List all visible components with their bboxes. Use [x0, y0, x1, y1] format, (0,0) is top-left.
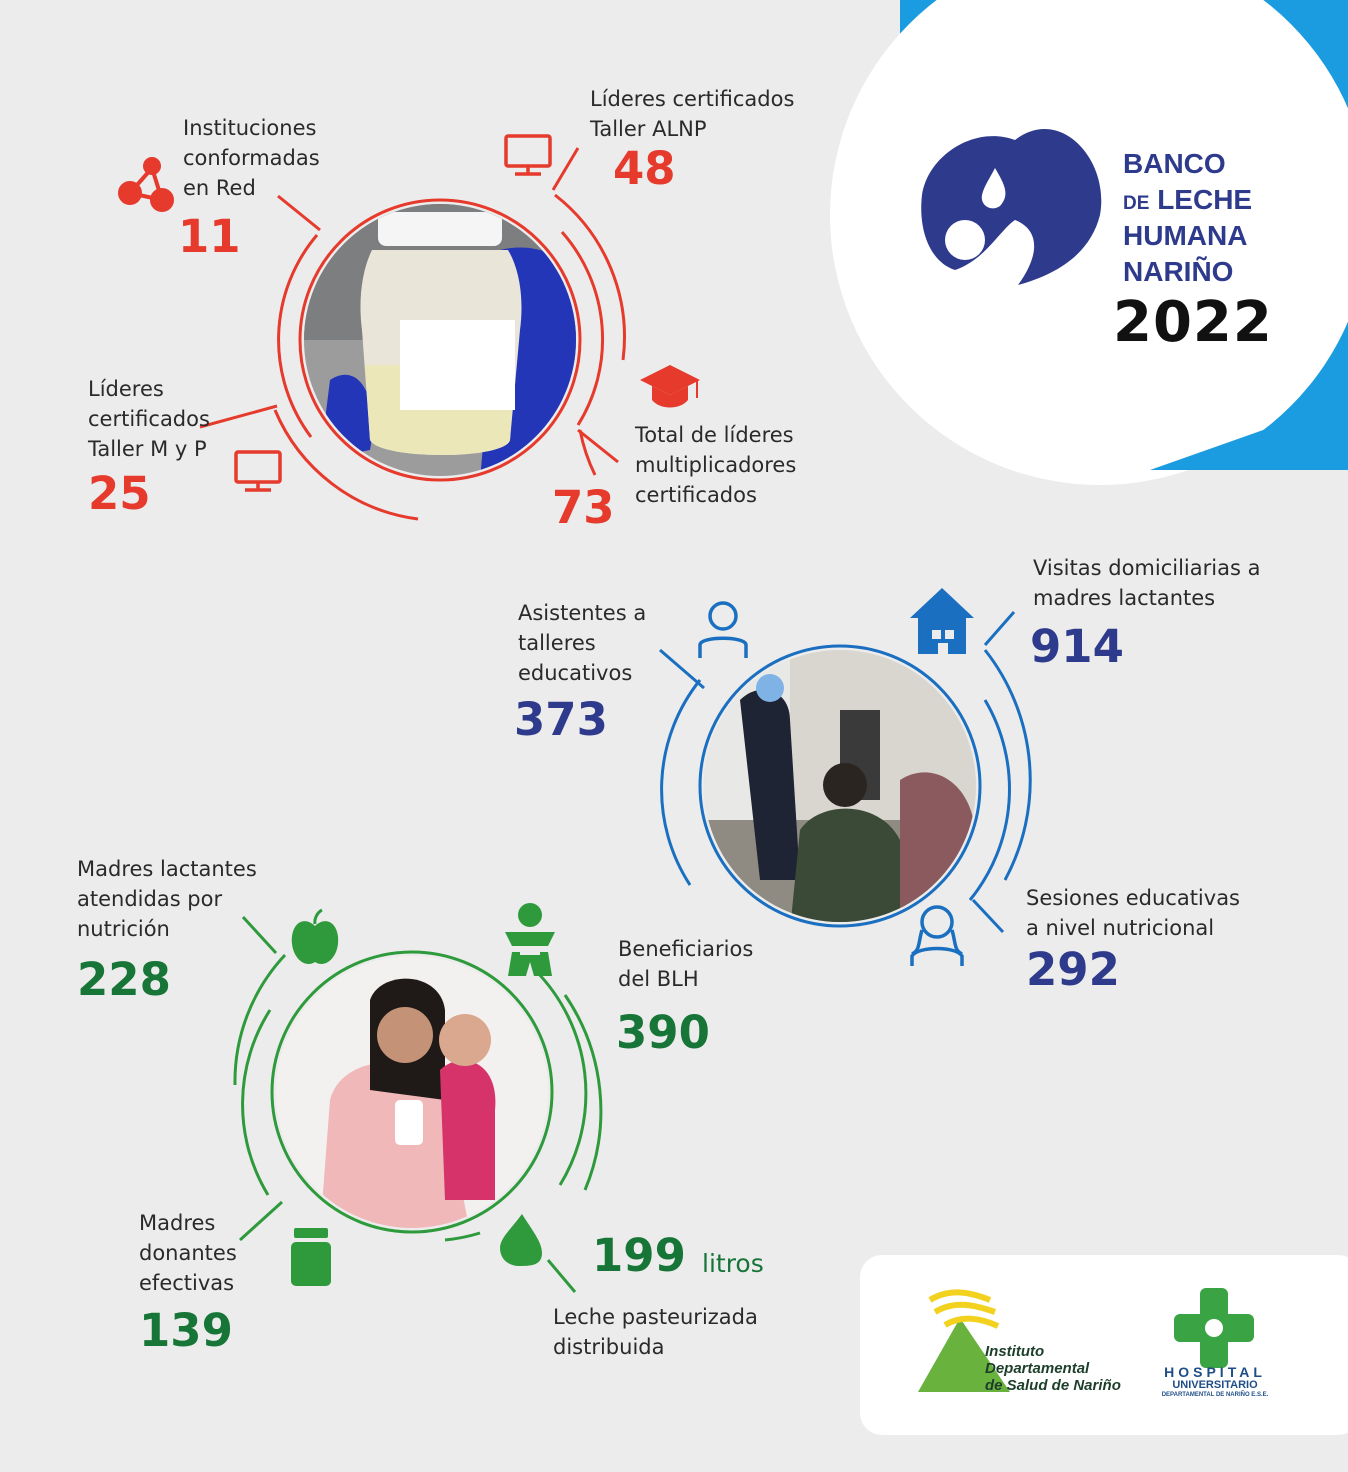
- stat-value-alnp: 48: [613, 142, 676, 195]
- stat-value-total-lideres: 73: [552, 481, 615, 534]
- stat-value-madres-nutricion: 228: [77, 953, 171, 1006]
- monitor-icon-alnp: [506, 136, 550, 174]
- hospital-logo-line3: DEPARTAMENTAL DE NARIÑO E.S.E.: [1161, 1392, 1269, 1398]
- stat-label-sesiones: Sesiones educativas a nivel nutricional: [1026, 886, 1240, 940]
- stat-label-leche: Leche pasteurizada distribuida: [553, 1305, 758, 1359]
- monitor-icon-myp: [236, 452, 280, 490]
- stat-label-visitas: Visitas domiciliarias a madres lactantes: [1033, 556, 1261, 610]
- apple-icon: [292, 910, 338, 964]
- header-title-leche: LECHE: [1157, 184, 1253, 215]
- woman-icon: [912, 907, 962, 966]
- person-outline-icon: [700, 603, 746, 658]
- header-title-narino: NARIÑO: [1123, 256, 1234, 287]
- header-title-de: DE: [1123, 193, 1150, 214]
- stat-label-total-lideres: Total de líderes multiplicadores certificados: [635, 423, 797, 507]
- stat-label-instituciones: Instituciones conformadas en Red: [183, 116, 320, 200]
- stat-label-alnp: Líderes certificados Taller ALNP: [590, 87, 795, 141]
- house-icon: [910, 588, 974, 654]
- stat-label-madres-nutricion: Madres lactantes atendidas por nutrición: [77, 857, 257, 941]
- header-year: 2022: [1113, 290, 1273, 355]
- stat-value-leche: 199: [592, 1229, 686, 1282]
- bottle-icon: [291, 1228, 331, 1286]
- baby-icon: [505, 903, 555, 976]
- network-icon: [120, 159, 172, 210]
- stat-value-instituciones: 11: [178, 210, 241, 263]
- header-title-line2: [1123, 182, 1252, 222]
- hospital-logo-line1: HOSPITAL: [1164, 1364, 1266, 1380]
- stat-label-donantes: Madres donantes efectivas: [139, 1211, 237, 1295]
- header-backdrop: [830, 0, 1348, 485]
- drop-icon: [500, 1214, 542, 1266]
- stat-label-myp: Líderes certificados Taller M y P: [88, 377, 210, 461]
- graduation-cap-icon: [640, 365, 700, 408]
- stat-label-asistentes: Asistentes a talleres educativos: [518, 601, 647, 685]
- stat-value-sesiones: 292: [1026, 943, 1120, 996]
- stat-unit-litros: litros: [702, 1249, 764, 1278]
- stat-label-beneficiarios: Beneficiarios del BLH: [618, 937, 754, 991]
- header-title-humana: HUMANA: [1123, 220, 1248, 251]
- header-title-banco: BANCO: [1123, 148, 1226, 179]
- stat-value-asistentes: 373: [514, 693, 608, 746]
- stat-value-myp: 25: [88, 467, 151, 520]
- ids-logo-text: Instituto Departamental de Salud de Nariño: [985, 1343, 1121, 1394]
- stat-value-donantes: 139: [139, 1304, 233, 1357]
- stat-value-visitas: 914: [1030, 620, 1124, 673]
- stat-value-beneficiarios: 390: [616, 1006, 710, 1059]
- hospital-logo-line2: UNIVERSITARIO: [1172, 1379, 1258, 1391]
